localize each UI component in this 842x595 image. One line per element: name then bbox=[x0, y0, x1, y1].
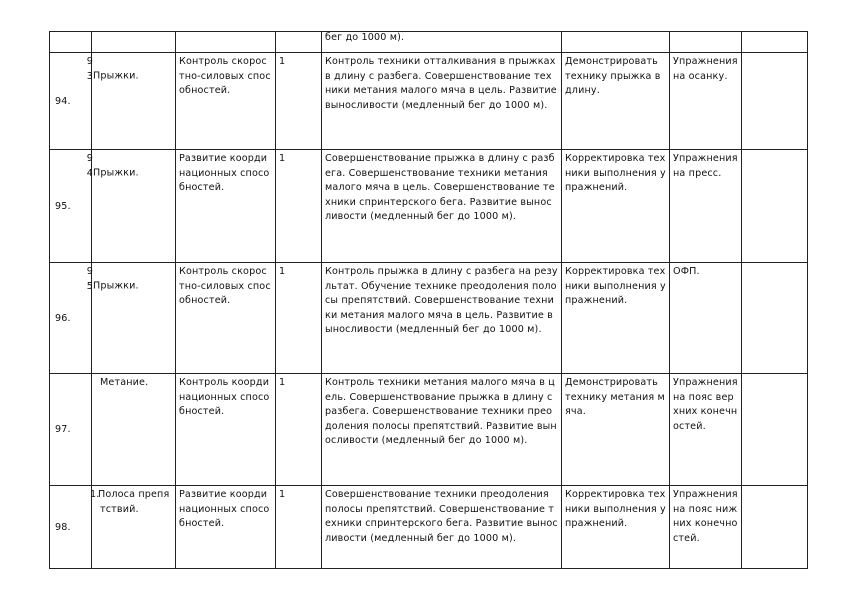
activity-cell: Демонстрировать технику метания мяча. bbox=[562, 374, 670, 486]
homework-cell: ОФП. bbox=[670, 263, 742, 374]
date-cell bbox=[742, 263, 808, 374]
content-cell: Совершенствование техники преодоления полосы препятствий. Совершенствование техники спринтерского бега. Развитие выносливости (медленный бег до 1000 м). bbox=[322, 486, 562, 569]
date-cell bbox=[742, 32, 808, 53]
table-row bbox=[50, 53, 808, 150]
homework-cell bbox=[670, 32, 742, 53]
section-label: Метание. bbox=[100, 377, 149, 388]
lesson-plan-table bbox=[49, 31, 808, 569]
sub-number: 93 bbox=[86, 56, 93, 82]
section-label: Прыжки. bbox=[93, 167, 139, 179]
sub-number: 95 bbox=[86, 266, 93, 292]
table-row bbox=[50, 263, 808, 374]
hours-cell: 1 bbox=[276, 263, 322, 374]
section-cell bbox=[86, 263, 176, 374]
content-cell: Контроль техники отталкивания в прыжках в длину с разбега. Совершенствование техники метания малого мяча в цель. Развитие выносливости (медленный бег до 1000 м). bbox=[322, 53, 562, 150]
lesson-type-cell: Контроль скоростно-силовых способностей. bbox=[176, 263, 276, 374]
table-row bbox=[50, 150, 808, 263]
lesson-type-cell: Контроль скоростно-силовых способностей. bbox=[176, 53, 276, 150]
lesson-number: 97. bbox=[50, 374, 92, 486]
activity-cell bbox=[562, 32, 670, 53]
section-cell bbox=[92, 32, 176, 53]
hours-cell: 1 bbox=[276, 150, 322, 263]
lesson-type-cell: Контроль координационных способностей. bbox=[176, 374, 276, 486]
homework-cell: Упражнения на осанку. bbox=[670, 53, 742, 150]
content-cell: Контроль прыжка в длину с разбега на результат. Обучение технике преодоления полосы препятствий. Совершенствование техники метания малого мяча в цель. Развитие выносливости (медленный бег до 1000 м). bbox=[322, 263, 562, 374]
activity-cell: Корректировка техники выполнения упражнений. bbox=[562, 150, 670, 263]
table-row bbox=[50, 32, 808, 53]
hours-cell bbox=[276, 32, 322, 53]
lesson-type-cell: Развитие координационных способностей. bbox=[176, 150, 276, 263]
hours-cell: 1 bbox=[276, 486, 322, 569]
table-row bbox=[50, 486, 808, 569]
activity-cell: Демонстрировать технику прыжка в длину. bbox=[562, 53, 670, 150]
date-cell bbox=[742, 374, 808, 486]
date-cell bbox=[742, 486, 808, 569]
activity-cell: Корректировка техники выполнения упражнений. bbox=[562, 486, 670, 569]
sub-number: 94 bbox=[86, 153, 93, 179]
lesson-number: 95. bbox=[50, 150, 92, 263]
lesson-number: 96. bbox=[50, 263, 92, 374]
homework-cell: Упражнения на пресс. bbox=[670, 150, 742, 263]
lesson-number: 98. bbox=[50, 486, 92, 569]
section-label: Полоса препятствий. bbox=[98, 489, 170, 515]
date-cell bbox=[742, 150, 808, 263]
hours-cell: 1 bbox=[276, 374, 322, 486]
date-cell bbox=[742, 53, 808, 150]
homework-cell: Упражнения на пояс верхних конечностей. bbox=[670, 374, 742, 486]
lesson-number: 94. bbox=[50, 53, 92, 150]
lesson-type-cell: Развитие координационных способностей. bbox=[176, 486, 276, 569]
sub-number: 1. bbox=[90, 489, 100, 500]
section-cell bbox=[92, 486, 176, 569]
content-cell: Контроль техники метания малого мяча в цель. Совершенствование прыжка в длину с разбега. Совершенствование техники преодоления полосы препятствий. Развитие выносливости (медленный бег до 1000 м). bbox=[322, 374, 562, 486]
lesson-type-cell bbox=[176, 32, 276, 53]
section-cell bbox=[92, 374, 176, 486]
lesson-plan-sheet bbox=[49, 31, 807, 558]
section-label: Прыжки. bbox=[93, 70, 139, 82]
homework-cell: Упражнения на пояс нижних конечностей. bbox=[670, 486, 742, 569]
section-cell bbox=[86, 150, 176, 263]
num-cell bbox=[50, 32, 92, 53]
hours-cell: 1 bbox=[276, 53, 322, 150]
section-label: Прыжки. bbox=[93, 280, 139, 292]
table-row bbox=[50, 374, 808, 486]
content-cell: Совершенствование прыжка в длину с разбега. Совершенствование техники метания малого мяча в цель. Совершенствование техники спринтерского бега. Развитие выносливости (медленный бег до 1000 м). bbox=[322, 150, 562, 263]
section-cell bbox=[86, 53, 176, 150]
activity-cell: Корректировка техники выполнения упражнений. bbox=[562, 263, 670, 374]
content-cell: бег до 1000 м). bbox=[322, 32, 562, 53]
